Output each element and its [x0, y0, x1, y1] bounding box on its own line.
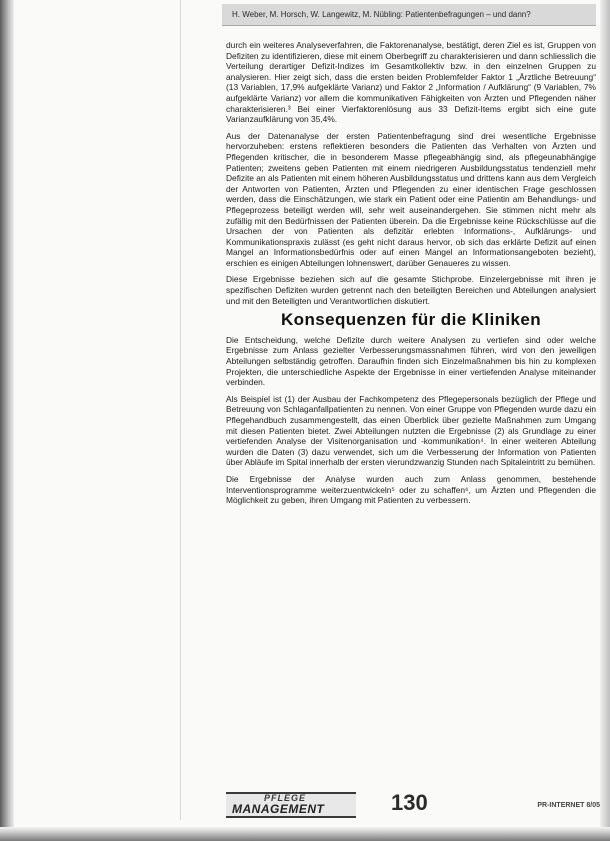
page-shadow-right — [600, 0, 610, 841]
paragraph-interventions: Die Ergebnisse der Analyse wurden auch zum Anlass genommen, bestehende Interventionsprogramme weiterzuentwickeln⁵ oder zu schaffen⁶, um Ärzten und Pflegenden die Möglichkeit zu geben, ihren Umgang mit Patienten zu verbessern. — [226, 473, 596, 506]
paragraph-decisions: Die Entscheidung, welche Defizite durch weitere Analysen zu vertiefen sind oder welche Ergebnisse zum Anlass gezielter Verbesserungsmassnahmen führen, wird von den jeweiligen Abteilungen selbständig getroffen. Daraufhin finden sich Einzelmaßnahmen bis hin zu komplexen Projekten, die unterschiedliche Aspekte der Ergebnisse in einer vertiefenden Analyse miteinander verbinden. — [226, 334, 596, 388]
scan-edge-left — [0, 0, 14, 841]
paragraph-sample: Diese Ergebnisse beziehen sich auf die gesamte Stichprobe. Einzelergebnisse mit ihren je spezifischen Defiziten wurden getrennt nach den beteiligten Bereichen und Abteilungen analysiert und mit den Beteiligten und Verantwortlichen diskutiert. — [226, 274, 596, 306]
page-number: 130 — [391, 790, 428, 815]
issue-label: PR-INTERNET 8/05 — [537, 802, 600, 809]
scan-edge-bottom — [0, 827, 610, 841]
journal-logo — [226, 792, 356, 818]
margin-rule — [180, 0, 181, 820]
paragraph-factor-analysis: durch ein weiteres Analyseverfahren, die Faktorenanalyse, bestätigt, deren Ziel es ist, Gruppen von Defiziten zu identifizieren, diese mit einem Oberbegriff zu charakterisieren und dann schliesslich die Verteilung derartiger Defizit-Indizes im Gesamtkollektiv bzw. in den einzelnen Gruppen zu analysieren. Hier zeigt sich, dass die ersten beiden Problemfelder Faktor 1 „Ärztliche Betreuung“ (13 Variablen, 17,9% aufgeklärte Varianz) und Faktor 2 „Information / Aufklärung“ (9 Variablen, 7% aufgeklärte Varianz) vor allem die kommunikativen Fähigkeiten von Ärzten und Pflegenden näher charakterisieren.³ Bei einer Vierfaktorenlösung aus 33 Defizit-Items ergibt sich eine gute Varianzaufklärung von 35,4%. — [226, 40, 596, 125]
running-head: H. Weber, M. Horsch, W. Langewitz, M. Nübling: Patientenbefragungen – und dann? — [222, 4, 596, 26]
logo-top-text: PFLEGE — [264, 793, 307, 803]
paragraph-examples: Als Beispiel ist (1) der Ausbau der Fachkompetenz des Pflegepersonals bezüglich der Pflege und Betreuung von Schlaganfallpatienten zu nennen. Von einer Gruppe von Pflegenden wurde dazu ein Pflegehandbuch zusammengestellt, das einen Überblick über gezielte Maßnahmen zum Umgang mit diesen Patienten bietet. Zwei Abteilungen nutzten die Ergebnisse (2) als Grundlage zu einer vertiefenden Analyse der Visitenorganisation und -kommunikation⁴. In einer weiteren Abteilung wurden die Daten (3) dazu verwendet, sich um die Verbesserung der Information von Patienten über Abläufe im Spital innerhalb der ersten vierundzwanzig Stunden nach Spitaleintritt zu bemühen. — [226, 393, 596, 468]
paragraph-main-results: Aus der Datenanalyse der ersten Patientenbefragung sind drei wesentliche Ergebnisse hervorzuheben: erstens reflektieren besonders die Patienten das Verhalten von Ärzten und Pflegenden kritischer, die in besonderem Masse pflegeabhängig sind, als pflegeunabhängige Patienten; zweitens geben Patienten mit einem niedrigeren Ausbildungsstatus tendenziell mehr Defizite an als Patienten mit einem höheren Ausbildungsstatus und drittens kann aus dem Vergleich der Antworten von Patienten, Ärzten und Pflegenden zu einer identischen Frage geschlossen werden, dass die Einschätzungen, wie stark ein Patient oder eine Patientin am Behandlungs- und Pflegeprozess beteiligt werden will, sehr weit auseinandergehen. Sie stimmen nicht mehr als zufällig mit den Bedürfnissen der Patienten überein. Da die Ergebnisse keine Rückschlüsse auf die Ursachen der von Patienten als defizitär erlebten Informations-, Aufklärungs- und Kommunikationspraxis zulässt (es geht nicht daraus hervor, ob sich das erklärte Defizit auf einen Mangel an Informationsbedürfnis oder auf einen Mangel an Informationsangeboten bezieht), erschien es einigen Abteilungen lohnenswert, darüber Genaueres zu wissen. — [226, 130, 596, 268]
logo-bottom-text: MANAGEMENT — [232, 802, 325, 816]
page-footer — [226, 790, 606, 816]
section-heading: Konsequenzen für die Kliniken — [280, 310, 542, 330]
article-body — [226, 40, 596, 512]
